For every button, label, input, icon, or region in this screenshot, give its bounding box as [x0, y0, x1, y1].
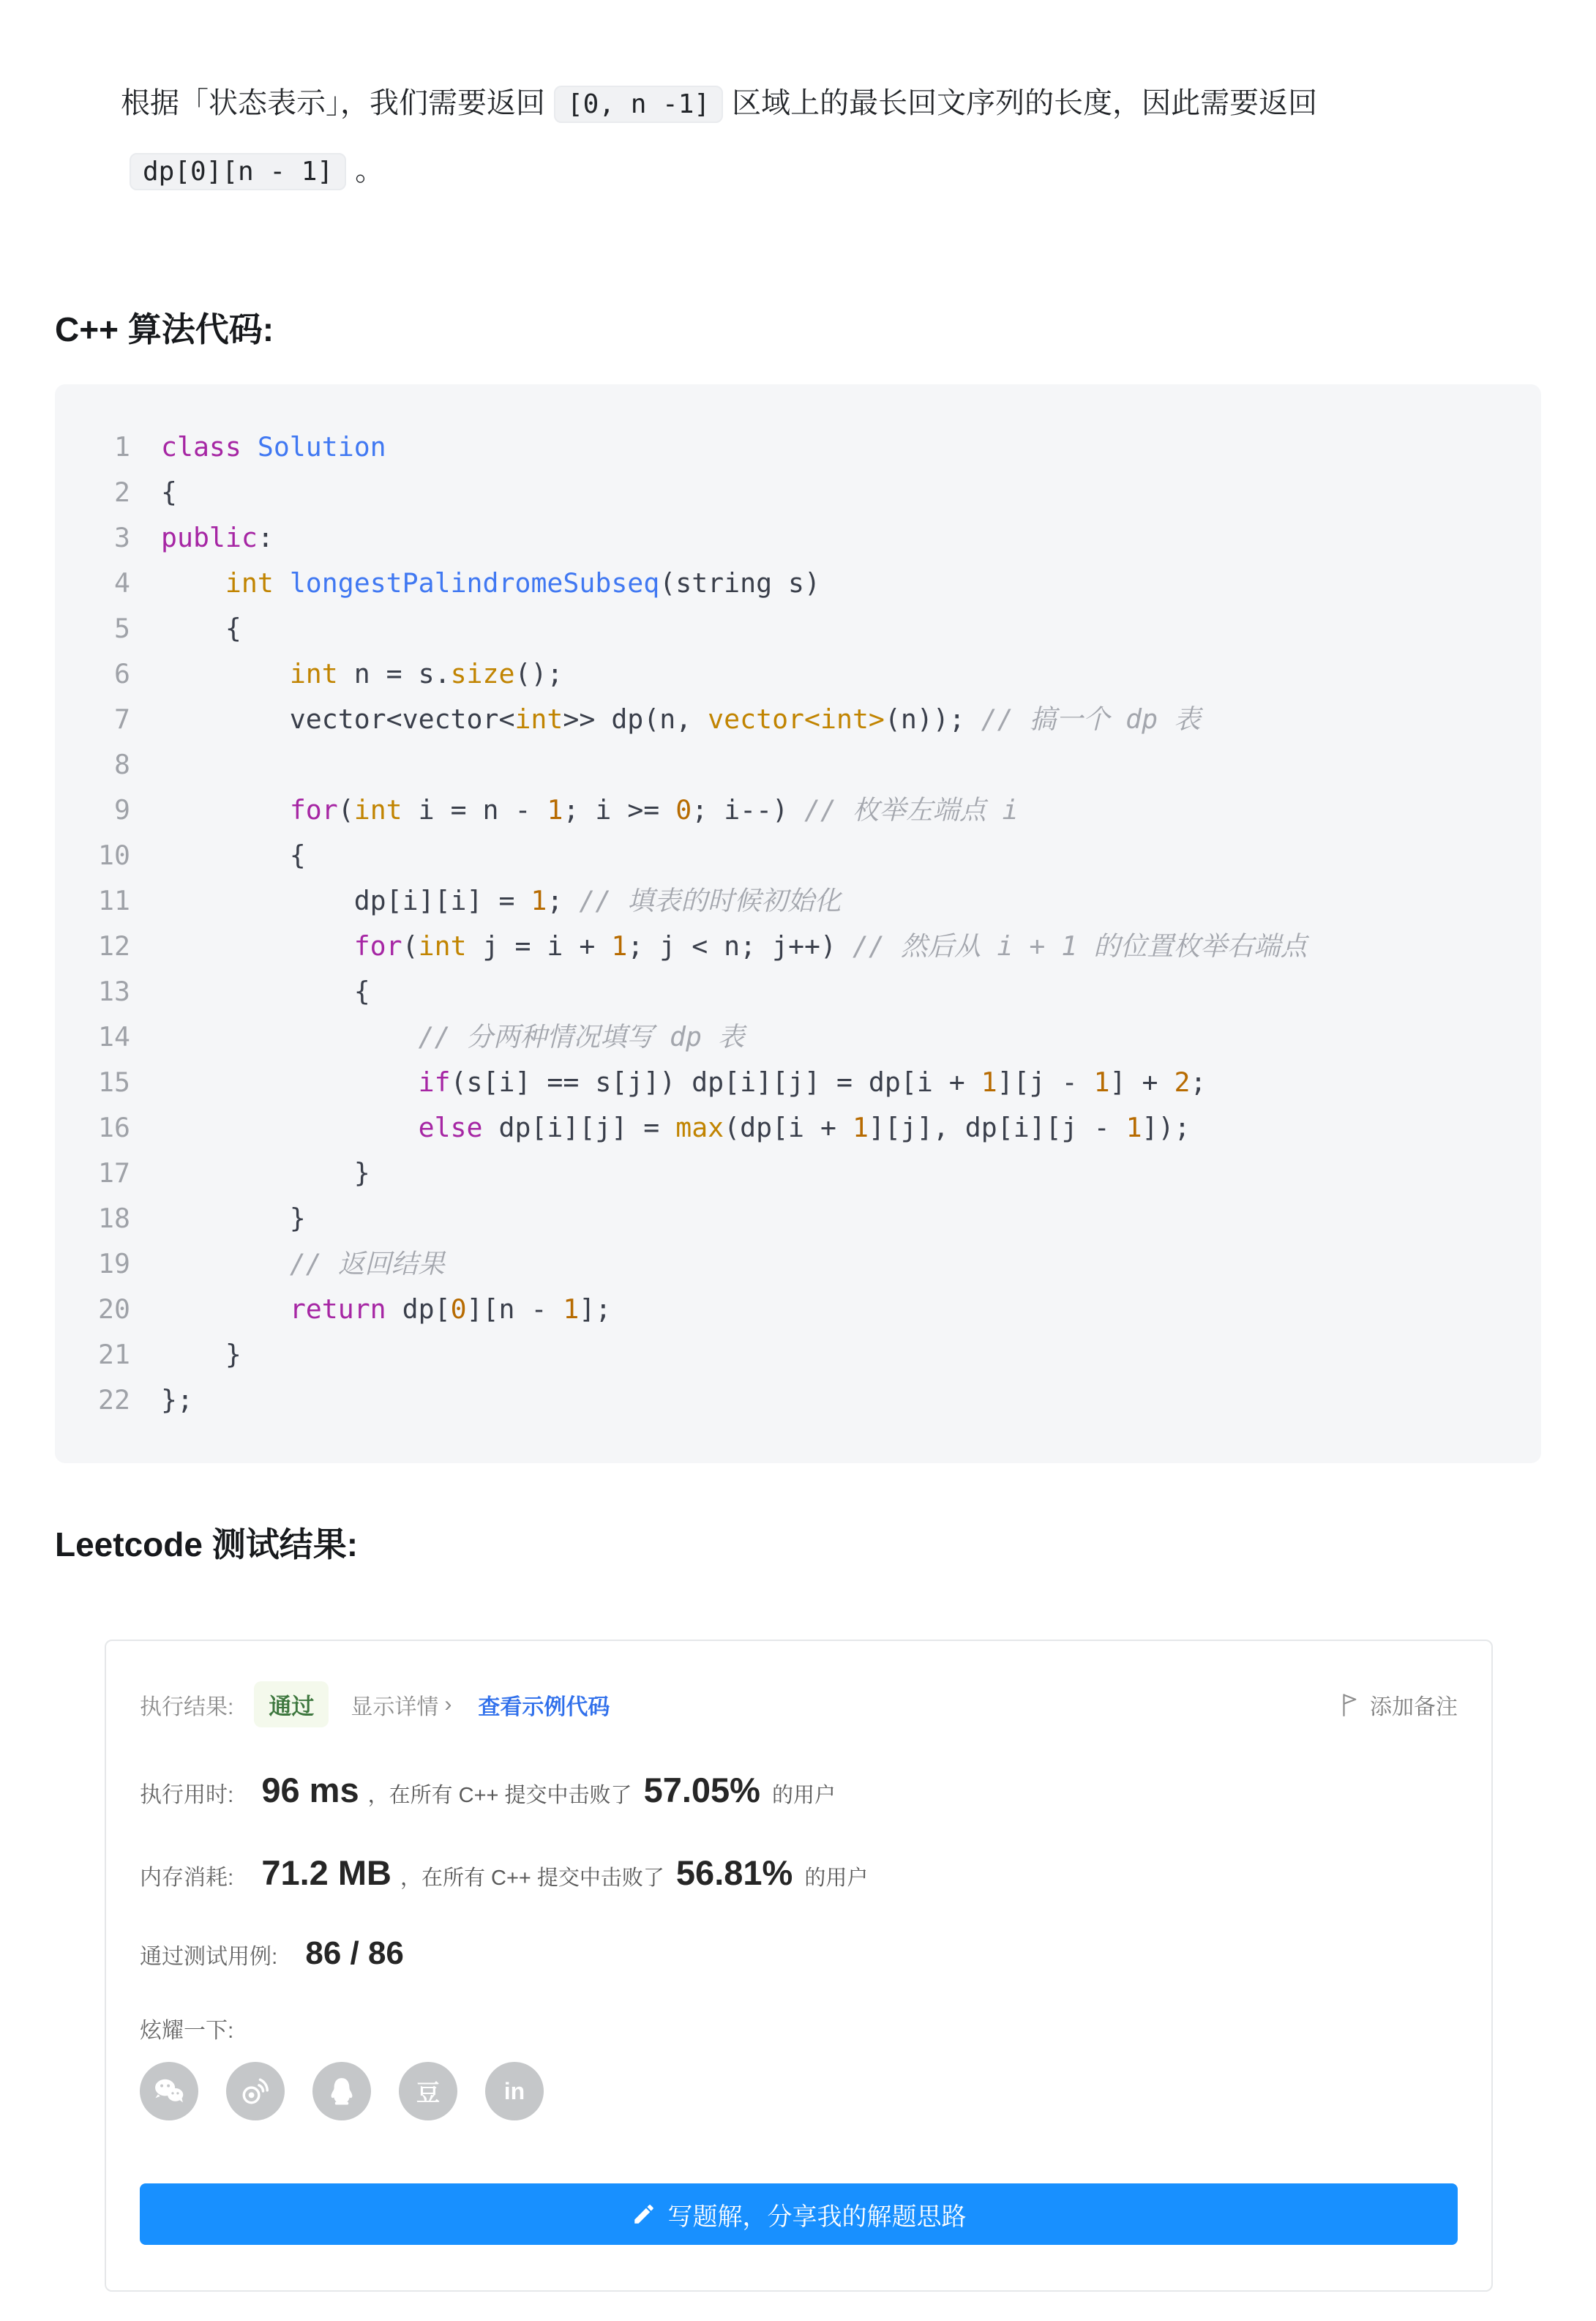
testcases-value: 86 / 86: [305, 1935, 404, 1971]
code-line: [88, 470, 1508, 515]
line-number: 5: [114, 613, 130, 644]
line-number: 12: [98, 930, 130, 962]
code-line: [88, 833, 1508, 878]
article-page: [0, 29, 1596, 2321]
line-number: 2: [114, 476, 130, 508]
code-text: }: [161, 1203, 306, 1234]
line-number: 1: [114, 431, 130, 463]
code-line: [88, 606, 1508, 651]
leetcode-result-panel: [105, 1640, 1493, 2292]
testcases-row: [140, 1935, 1458, 1972]
runtime-context: ，在所有 C++ 提交中击败了: [367, 1784, 632, 1807]
code-line: [88, 425, 1508, 470]
code-text: vector<vector<int>> dp(n, vector<int>(n)); // 搞一个 dp 表: [161, 703, 1201, 735]
code-line: [88, 969, 1508, 1014]
code-line: [88, 1241, 1508, 1287]
flag-icon: [1339, 1692, 1361, 1717]
memory-percent: 56.81%: [675, 1853, 793, 1892]
memory-context-after: 的用户: [804, 1866, 869, 1890]
code-line: [88, 651, 1508, 697]
pencil-icon: [632, 2202, 656, 2227]
memory-label: 内存消耗:: [140, 1866, 234, 1890]
line-number: 4: [114, 567, 130, 599]
share-douban-icon[interactable]: 豆: [399, 2062, 457, 2120]
code-line: [88, 742, 1508, 788]
line-number: 8: [114, 749, 130, 780]
code-line: [88, 1196, 1508, 1241]
code-text: {: [161, 840, 306, 871]
code-line: [88, 561, 1508, 606]
show-details-link[interactable]: 显示详情: [351, 1694, 439, 1719]
line-number: 11: [98, 885, 130, 916]
line-number: 20: [98, 1293, 130, 1325]
line-number: 18: [98, 1203, 130, 1234]
code-line: [88, 1151, 1508, 1196]
write-solution-label: 写题解，分享我的解题思路: [667, 2202, 967, 2231]
line-number: 14: [98, 1021, 130, 1053]
share-linkedin-icon[interactable]: in: [485, 2062, 544, 2120]
code-text: {: [161, 476, 177, 508]
runtime-value: 96 ms: [261, 1771, 359, 1809]
code-text: {: [161, 613, 241, 644]
line-number: 21: [98, 1339, 130, 1370]
runtime-context-after: 的用户: [771, 1784, 836, 1807]
code-line: [88, 697, 1508, 742]
inline-code-range: [0, n -1]: [554, 86, 723, 123]
code-text: dp[i][i] = 1; // 填表的时候初始化: [161, 885, 842, 916]
share-wechat-icon[interactable]: [140, 2062, 198, 2120]
code-text: // 返回结果: [289, 1248, 445, 1279]
execution-result-row: [140, 1681, 1458, 1727]
code-line: [88, 1332, 1508, 1378]
testcases-label: 通过测试用例:: [140, 1945, 278, 1969]
line-number: 19: [98, 1248, 130, 1279]
code-block-lines: [88, 425, 1508, 1423]
share-icons-row: [140, 2062, 1458, 2120]
share-qq-icon[interactable]: [312, 2062, 371, 2120]
line-number: 22: [98, 1384, 130, 1416]
code-text: if(s[i] == s[j]) dp[i][j] = dp[i + 1][j - 1] + 2;: [418, 1066, 1207, 1098]
intro-text-before: 根据「状态表示」，我们需要返回: [121, 87, 545, 119]
runtime-percent: 57.05%: [643, 1771, 760, 1809]
runtime-label: 执行用时:: [140, 1783, 234, 1807]
line-number: 15: [98, 1066, 130, 1098]
code-text: int n = s.size();: [289, 658, 563, 689]
cpp-code-heading: C++ 算法代码:: [55, 310, 274, 348]
memory-row: [140, 1853, 1458, 1893]
intro-text-after: 。: [355, 154, 385, 187]
line-number: 16: [98, 1112, 130, 1143]
write-solution-button[interactable]: [140, 2183, 1458, 2245]
code-text: class Solution: [161, 431, 386, 463]
code-text: public:: [161, 522, 274, 553]
code-text: {: [161, 976, 370, 1007]
inline-code-dp: dp[0][n - 1]: [130, 153, 346, 190]
memory-value: 71.2 MB: [261, 1853, 391, 1892]
code-line: [88, 1060, 1508, 1105]
code-line: [88, 924, 1508, 969]
chevron-right-icon: ›: [444, 1692, 452, 1716]
code-text: return dp[0][n - 1];: [289, 1293, 612, 1325]
share-weibo-icon[interactable]: [226, 2062, 285, 2120]
code-block: [55, 384, 1541, 1463]
share-label: 炫耀一下:: [140, 2019, 234, 2043]
code-line: [88, 1287, 1508, 1332]
code-text: for(int j = i + 1; j < n; j++) // 然后从 i + 1 的位置枚举右端点: [353, 930, 1308, 962]
code-line: [88, 878, 1508, 924]
add-note-label: 添加备注: [1370, 1694, 1458, 1719]
code-text: }: [161, 1157, 370, 1189]
runtime-row: [140, 1770, 1458, 1810]
memory-context: ，在所有 C++ 提交中击败了: [400, 1866, 664, 1890]
code-text: }: [161, 1339, 241, 1370]
code-line: [88, 1014, 1508, 1060]
code-line: [88, 1378, 1508, 1423]
intro-paragraph: [121, 29, 1540, 204]
line-number: 13: [98, 976, 130, 1007]
code-line: [88, 788, 1508, 833]
line-number: 17: [98, 1157, 130, 1189]
execution-result-label: 执行结果:: [140, 1694, 234, 1719]
code-text: int longestPalindromeSubseq(string s): [225, 567, 820, 599]
line-number: 9: [114, 794, 130, 826]
intro-text-middle: 区域上的最长回文序列的长度，因此需要返回: [732, 87, 1318, 119]
code-line: [88, 515, 1508, 561]
line-number: 10: [98, 840, 130, 871]
code-text: for(int i = n - 1; i >= 0; i--) // 枚举左端点 i: [289, 794, 1019, 826]
leetcode-result-heading: Leetcode 测试结果:: [55, 1525, 359, 1563]
add-note-button[interactable]: [1339, 1689, 1458, 1721]
status-badge[interactable]: 通过: [254, 1681, 329, 1727]
view-sample-code-link[interactable]: 查看示例代码: [478, 1694, 610, 1719]
code-text: // 分两种情况填写 dp 表: [418, 1021, 745, 1053]
line-number: 6: [114, 658, 130, 689]
code-text: };: [161, 1384, 193, 1416]
line-number: 3: [114, 522, 130, 553]
line-number: 7: [114, 703, 130, 735]
code-text: else dp[i][j] = max(dp[i + 1][j], dp[i][j - 1]);: [418, 1112, 1191, 1143]
code-line: [88, 1105, 1508, 1151]
